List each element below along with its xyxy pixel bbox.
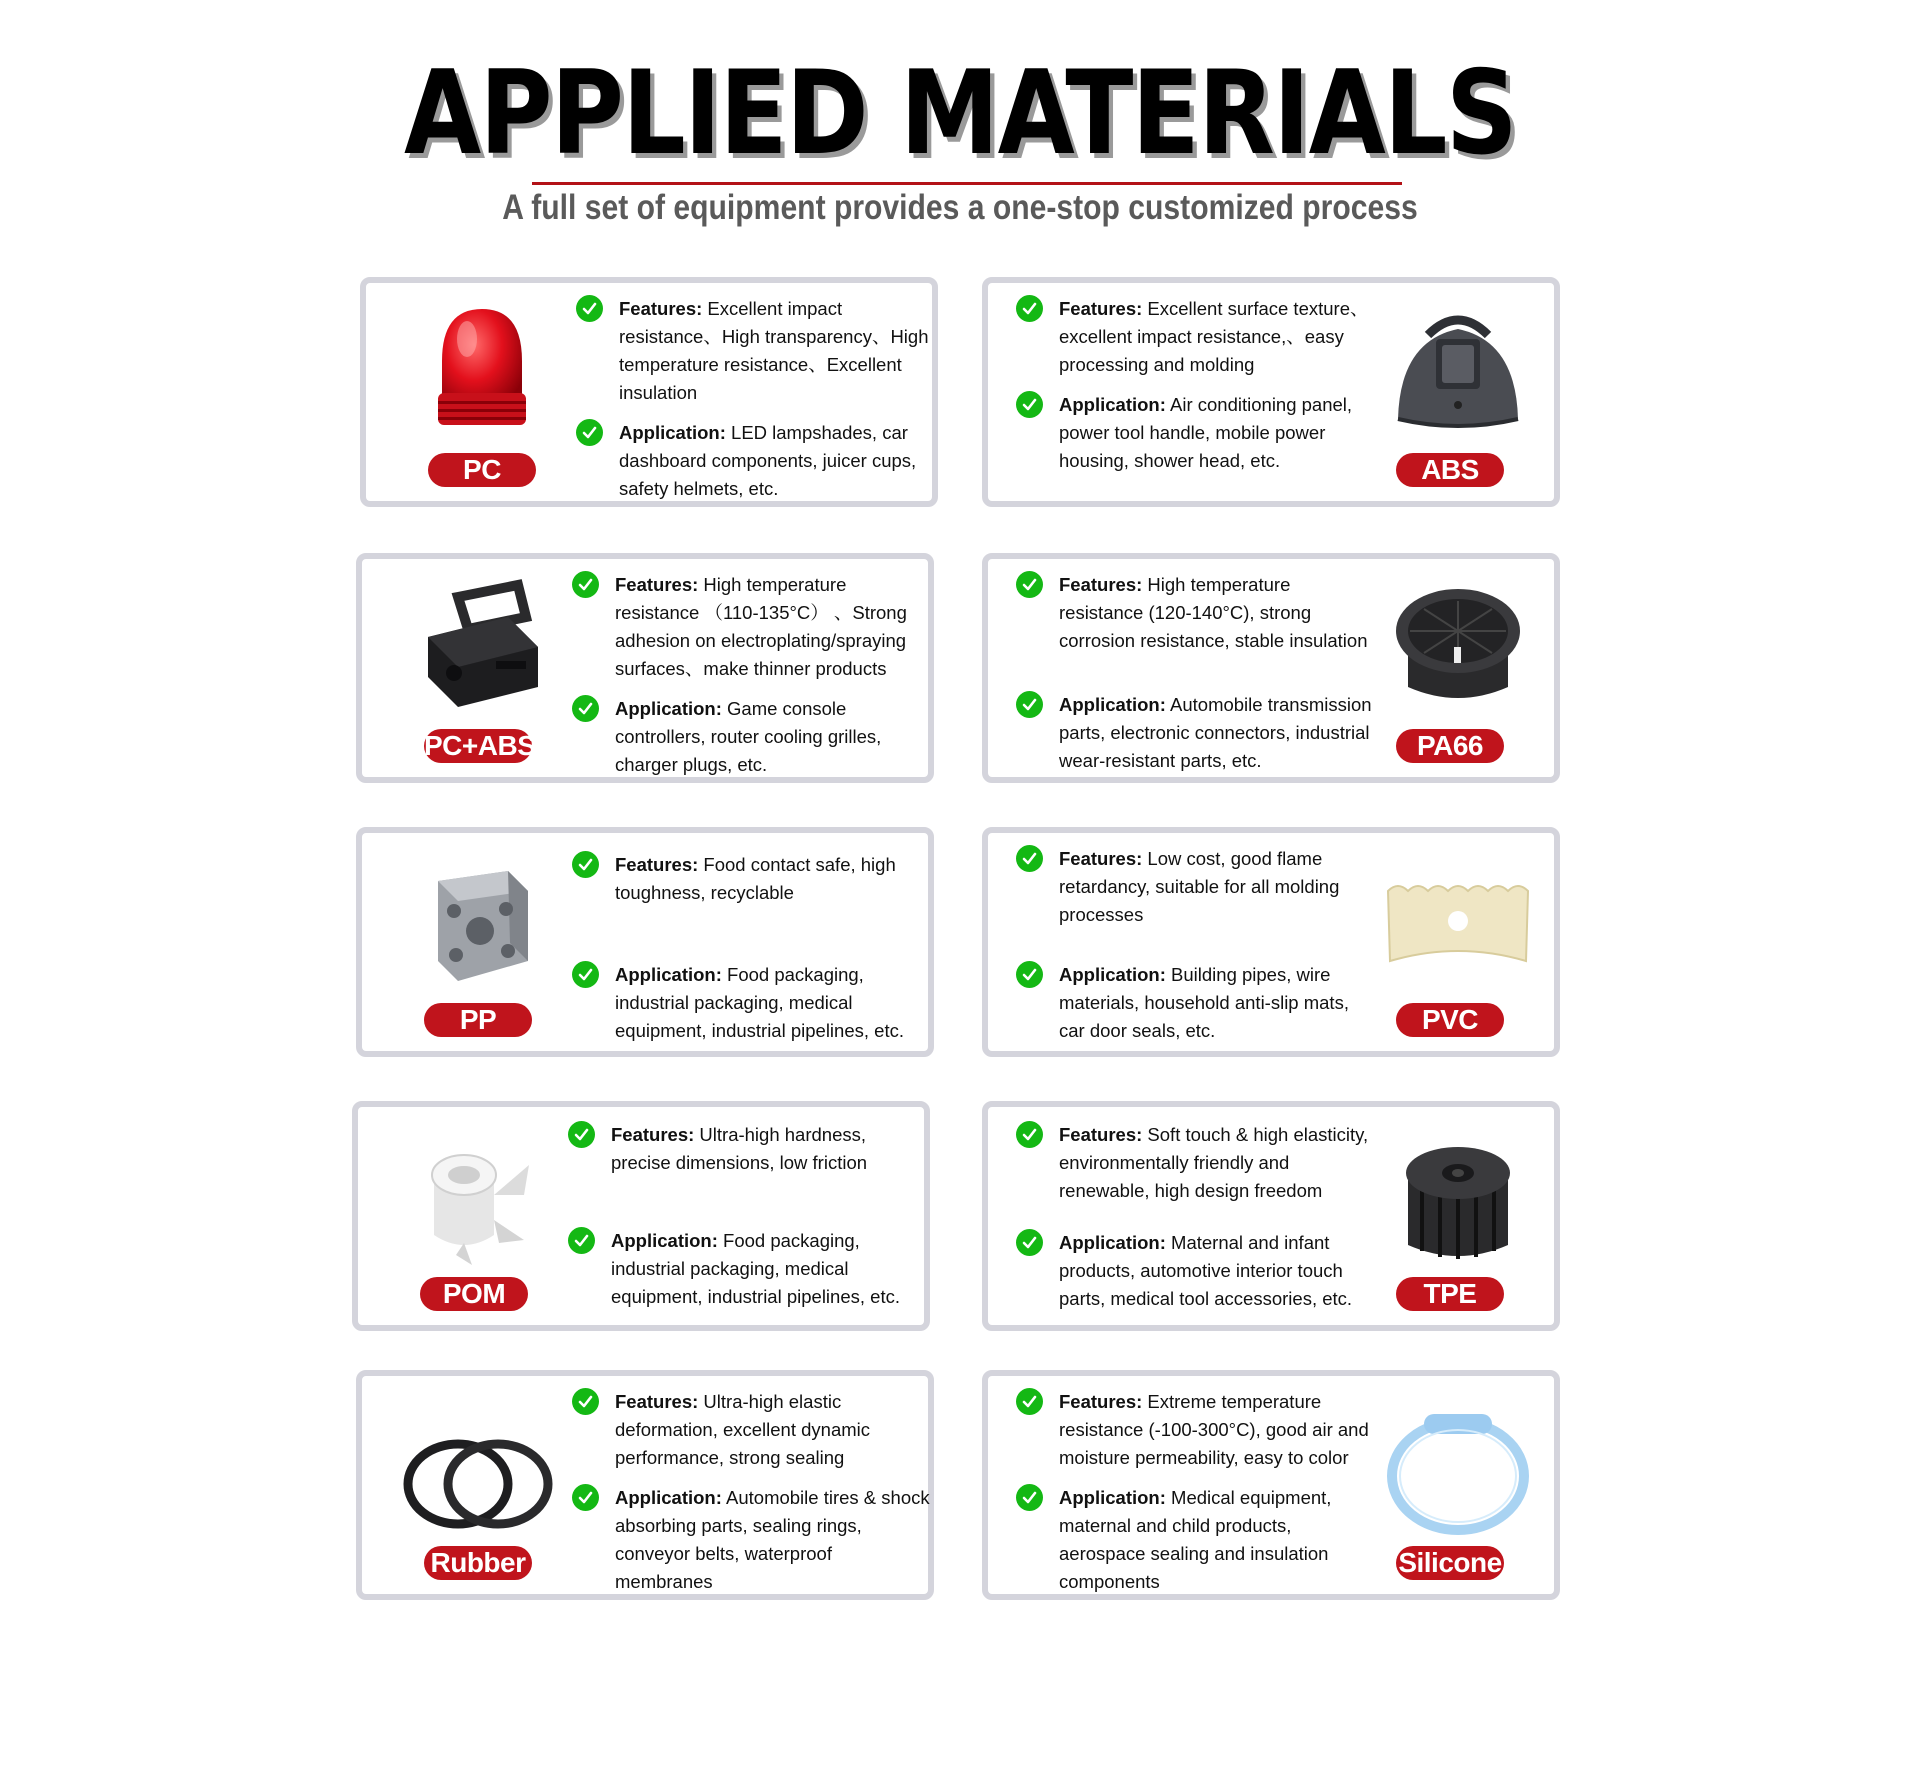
features-label: Features: <box>1059 1124 1143 1145</box>
features-row <box>1014 1121 1374 1205</box>
features-row <box>570 1388 930 1472</box>
features-text: Excellent impact resistance、High transparency、High temperature resistance、Excellent insulation <box>619 298 929 403</box>
material-badge: Silicone <box>1396 1546 1504 1580</box>
pp-part-image <box>398 851 558 1001</box>
features-text: Low cost, good flame retardancy, suitable for all molding processes <box>1059 848 1340 925</box>
features-text: High temperature resistance （110-135°C） 、Strong adhesion on electroplating/spraying surfaces、make thinner products <box>615 574 907 679</box>
features-row <box>574 295 934 407</box>
features-text: Extreme temperature resistance (-100-300°C), good air and moisture permeability, easy to color <box>1059 1391 1369 1468</box>
application-label: Application: <box>619 422 726 443</box>
material-info <box>570 851 930 1057</box>
check-icon <box>572 1388 599 1415</box>
features-row <box>1014 295 1374 379</box>
pvc-part-image <box>1378 851 1538 1001</box>
features-label: Features: <box>1059 848 1143 869</box>
features-text: High temperature resistance (120-140°C), strong corrosion resistance, stable insulation <box>1059 574 1368 651</box>
application-text: Automobile transmission parts, electronic connectors, industrial wear-resistant parts, etc. <box>1059 694 1372 771</box>
features-text: Soft touch & high elasticity, environmentally friendly and renewable, high design freedom <box>1059 1124 1369 1201</box>
silicone-ring-image <box>1378 1394 1538 1544</box>
features-row <box>570 571 930 683</box>
material-info <box>1014 571 1374 787</box>
material-card-pc <box>360 277 938 507</box>
check-icon <box>568 1121 595 1148</box>
check-icon <box>1016 1484 1043 1511</box>
features-label: Features: <box>611 1124 695 1145</box>
application-label: Application: <box>615 964 722 985</box>
material-card-abs <box>982 277 1560 507</box>
title-divider <box>532 182 1402 185</box>
material-card-tpe <box>982 1101 1560 1331</box>
material-card-silicone <box>982 1370 1560 1600</box>
material-card-pom <box>352 1101 930 1331</box>
material-card-pc-abs <box>356 553 934 783</box>
features-row <box>1014 1388 1374 1472</box>
check-icon <box>576 419 603 446</box>
application-label: Application: <box>615 698 722 719</box>
material-card-rubber <box>356 1370 934 1600</box>
application-text: Building pipes, wire materials, household anti-slip mats, car door seals, etc. <box>1059 964 1349 1041</box>
features-row <box>570 851 930 907</box>
application-row <box>1014 961 1374 1045</box>
application-text: Air conditioning panel, power tool handle, mobile power housing, shower head, etc. <box>1059 394 1353 471</box>
features-label: Features: <box>615 854 699 875</box>
application-row <box>574 419 934 503</box>
application-row <box>1014 391 1374 475</box>
material-info <box>1014 845 1374 1057</box>
check-icon <box>1016 1121 1043 1148</box>
application-label: Application: <box>1059 1232 1166 1253</box>
material-card-pa66 <box>982 553 1560 783</box>
rubber-rings-image <box>398 1394 558 1544</box>
features-label: Features: <box>1059 298 1143 319</box>
application-label: Application: <box>1059 1487 1166 1508</box>
check-icon <box>1016 1229 1043 1256</box>
check-icon <box>1016 571 1043 598</box>
pa66-grommet-image <box>1378 577 1538 727</box>
application-text: Medical equipment, maternal and child products, aerospace sealing and insulation components <box>1059 1487 1332 1592</box>
page-subtitle: A full set of equipment provides a one-stop customized process <box>502 188 1418 227</box>
material-badge: TPE <box>1396 1277 1504 1311</box>
material-info <box>566 1121 926 1323</box>
pc-lampshade-image <box>402 301 562 451</box>
tpe-knob-image <box>1378 1125 1538 1275</box>
application-label: Application: <box>615 1487 722 1508</box>
material-badge: ABS <box>1396 453 1504 487</box>
pom-part-image <box>394 1125 554 1275</box>
application-label: Application: <box>1059 694 1166 715</box>
check-icon <box>1016 845 1043 872</box>
check-icon <box>1016 961 1043 988</box>
check-icon <box>572 695 599 722</box>
features-label: Features: <box>619 298 703 319</box>
material-badge: PC+ABS <box>424 730 536 761</box>
material-info <box>1014 295 1374 487</box>
features-text: Excellent surface texture、excellent impact resistance,、easy processing and molding <box>1059 298 1369 375</box>
application-row <box>566 1227 926 1311</box>
check-icon <box>1016 295 1043 322</box>
material-info <box>1014 1388 1374 1608</box>
material-badge: PC <box>428 453 536 487</box>
application-row <box>570 961 930 1045</box>
features-text: Food contact safe, high toughness, recyclable <box>615 854 896 903</box>
page-title: APPLIED MATERIALS <box>403 46 1517 181</box>
application-row <box>1014 691 1374 775</box>
material-info <box>570 1388 930 1608</box>
check-icon <box>572 1484 599 1511</box>
application-text: Game console controllers, router cooling grilles, charger plugs, etc. <box>615 698 882 775</box>
application-text: LED lampshades, car dashboard components, juicer cups, safety helmets, etc. <box>619 422 917 499</box>
material-info <box>574 295 934 515</box>
features-row <box>1014 571 1374 655</box>
application-label: Application: <box>1059 394 1166 415</box>
application-text: Maternal and infant products, automotive interior touch parts, medical tool accessories, etc. <box>1059 1232 1353 1309</box>
material-badge: PVC <box>1396 1003 1504 1037</box>
pc-abs-part-image <box>398 577 558 727</box>
features-label: Features: <box>615 1391 699 1412</box>
application-label: Application: <box>611 1230 718 1251</box>
features-text: Ultra-high elastic deformation, excellent dynamic performance, strong sealing <box>615 1391 871 1468</box>
material-card-pp <box>356 827 934 1057</box>
application-row <box>570 1484 930 1596</box>
application-text: Automobile tires & shock absorbing parts, sealing rings, conveyor belts, waterproof membranes <box>615 1487 930 1592</box>
application-text: Food packaging, industrial packaging, medical equipment, industrial pipelines, etc. <box>615 964 904 1041</box>
material-info <box>1014 1121 1374 1325</box>
features-label: Features: <box>615 574 699 595</box>
abs-housing-image <box>1378 301 1538 451</box>
features-label: Features: <box>1059 1391 1143 1412</box>
material-info <box>570 571 930 791</box>
material-badge: POM <box>420 1277 528 1311</box>
features-text: Ultra-high hardness, precise dimensions, low friction <box>611 1124 868 1173</box>
check-icon <box>572 851 599 878</box>
material-card-pvc <box>982 827 1560 1057</box>
application-row <box>1014 1484 1374 1596</box>
check-icon <box>572 571 599 598</box>
check-icon <box>572 961 599 988</box>
material-badge: Rubber <box>424 1546 532 1580</box>
features-row <box>1014 845 1374 929</box>
application-text: Food packaging, industrial packaging, medical equipment, industrial pipelines, etc. <box>611 1230 900 1307</box>
features-row <box>566 1121 926 1177</box>
check-icon <box>1016 1388 1043 1415</box>
check-icon <box>576 295 603 322</box>
application-row <box>1014 1229 1374 1313</box>
application-label: Application: <box>1059 964 1166 985</box>
features-label: Features: <box>1059 574 1143 595</box>
application-row <box>570 695 930 779</box>
check-icon <box>1016 391 1043 418</box>
material-badge: PP <box>424 1003 532 1037</box>
check-icon <box>568 1227 595 1254</box>
material-badge: PA66 <box>1396 729 1504 763</box>
check-icon <box>1016 691 1043 718</box>
